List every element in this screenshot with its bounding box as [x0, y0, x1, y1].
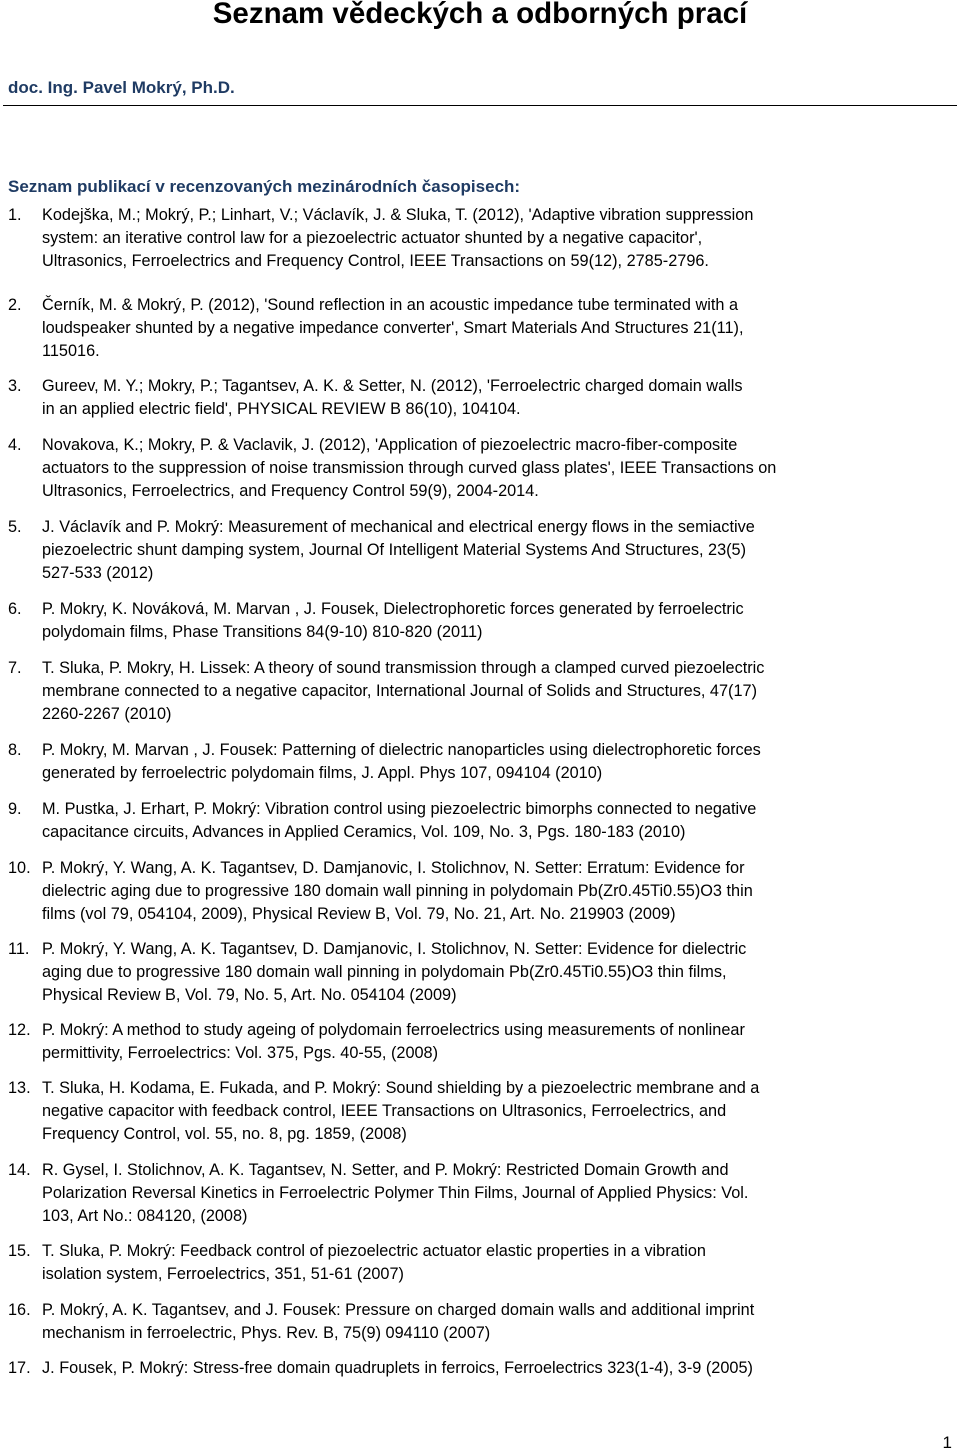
horizontal-divider [3, 105, 957, 106]
citation-line: Gureev, M. Y.; Mokry, P.; Tagantsev, A. K. & Setter, N. (2012), 'Ferroelectric charged domain walls [42, 377, 743, 395]
publication-citation [42, 938, 956, 1007]
citation-line: R. Gysel, I. Stolichnov, A. K. Tagantsev, N. Setter, and P. Mokrý: Restricted Domain Growth and [42, 1161, 729, 1179]
publication-citation [42, 598, 956, 644]
publication-number: 6. [8, 600, 22, 618]
citation-line: 2260-2267 (2010) [42, 705, 172, 723]
citation-line: aging due to progressive 180 domain wall pinning in polydomain Pb(Zr0.45Ti0.55)O3 thin films, [42, 963, 727, 981]
citation-line: permittivity, Ferroelectrics: Vol. 375, Pgs. 40-55, (2008) [42, 1044, 439, 1062]
publication-number: 3. [8, 377, 22, 395]
publication-number: 2. [8, 296, 22, 314]
citation-line: Physical Review B, Vol. 79, No. 5, Art. No. 054104 (2009) [42, 986, 457, 1004]
publication-citation [42, 375, 956, 421]
citation-line: system: an iterative control law for a piezoelectric actuator shunted by a negative capacitor', [42, 229, 703, 247]
citation-line: P. Mokry, K. Nováková, M. Marvan , J. Fousek, Dielectrophoretic forces generated by ferroelectric [42, 600, 744, 618]
citation-line: Ultrasonics, Ferroelectrics, and Frequency Control 59(9), 2004-2014. [42, 482, 539, 500]
publication-citation [42, 739, 956, 785]
publication-number: 13. [8, 1079, 31, 1097]
citation-line: films (vol 79, 054104, 2009), Physical Review B, Vol. 79, No. 21, Art. No. 219903 (2009) [42, 905, 676, 923]
citation-line: T. Sluka, P. Mokry, H. Lissek: A theory of sound transmission through a clamped curved piezoelectric [42, 659, 765, 677]
publication-number: 12. [8, 1021, 31, 1039]
citation-line: Frequency Control, vol. 55, no. 8, pg. 1859, (2008) [42, 1125, 407, 1143]
publication-citation [42, 1240, 956, 1286]
publication-citation [42, 516, 956, 585]
citation-line: dielectric aging due to progressive 180 domain wall pinning in polydomain Pb(Zr0.45Ti0.55)O3 thin [42, 882, 753, 900]
citation-line: T. Sluka, P. Mokrý: Feedback control of piezoelectric actuator elastic properties in a vibration [42, 1242, 706, 1260]
publication-citation [42, 798, 956, 844]
publication-citation [42, 294, 956, 363]
citation-line: capacitance circuits, Advances in Applied Ceramics, Vol. 109, No. 3, Pgs. 180-183 (2010) [42, 823, 686, 841]
publication-citation [42, 1299, 956, 1345]
citation-line: loudspeaker shunted by a negative impedance converter', Smart Materials And Structures 21(11), [42, 319, 744, 337]
citation-line: P. Mokrý, Y. Wang, A. K. Tagantsev, D. Damjanovic, I. Stolichnov, N. Setter: Erratum: Evidence for [42, 859, 745, 877]
publication-citation [42, 434, 956, 503]
publication-number: 16. [8, 1301, 31, 1319]
citation-line: P. Mokry, M. Marvan , J. Fousek: Patterning of dielectric nanoparticles using dielectrophoretic forces [42, 741, 761, 759]
author-name: doc. Ing. Pavel Mokrý, Ph.D. [8, 78, 235, 97]
publication-number: 1. [8, 206, 22, 224]
publication-number: 14. [8, 1161, 31, 1179]
citation-line: actuators to the suppression of noise transmission through curved glass plates', IEEE Transactions on [42, 459, 777, 477]
publication-citation [42, 1159, 956, 1228]
document-title: Seznam vědeckých a odborných prací [212, 0, 748, 30]
publication-number: 11. [8, 940, 30, 958]
publication-citation [42, 204, 956, 273]
publication-citation [42, 1019, 956, 1065]
citation-line: mechanism in ferroelectric, Phys. Rev. B, 75(9) 094110 (2007) [42, 1324, 491, 1342]
citation-line: 103, Art No.: 084120, (2008) [42, 1207, 248, 1225]
citation-line: T. Sluka, H. Kodama, E. Fukada, and P. Mokrý: Sound shielding by a piezoelectric membrane and a [42, 1079, 760, 1097]
publication-citation [42, 1077, 956, 1146]
citation-line: P. Mokrý, Y. Wang, A. K. Tagantsev, D. Damjanovic, I. Stolichnov, N. Setter: Evidence for dielectric [42, 940, 747, 958]
citation-line: membrane connected to a negative capacitor, International Journal of Solids and Structures, 47(17) [42, 682, 757, 700]
citation-line: J. Fousek, P. Mokrý: Stress-free domain quadruplets in ferroics, Ferroelectrics 323(1-4), 3-9 (2005) [42, 1359, 753, 1377]
page-number: 1 [942, 1433, 952, 1452]
citation-line: P. Mokrý, A. K. Tagantsev, and J. Fousek: Pressure on charged domain walls and additional imprint [42, 1301, 755, 1319]
publication-number: 17. [8, 1359, 31, 1377]
citation-line: Kodejška, M.; Mokrý, P.; Linhart, V.; Václavík, J. & Sluka, T. (2012), 'Adaptive vibration suppression [42, 206, 754, 224]
citation-line: generated by ferroelectric polydomain films, J. Appl. Phys 107, 094104 (2010) [42, 764, 603, 782]
citation-line: P. Mokrý: A method to study ageing of polydomain ferroelectrics using measurements of nonlinear [42, 1021, 745, 1039]
publication-citation [42, 657, 956, 726]
publication-number: 15. [8, 1242, 31, 1260]
citation-line: Ultrasonics, Ferroelectrics and Frequency Control, IEEE Transactions on 59(12), 2785-2796. [42, 252, 709, 270]
citation-line: in an applied electric field', PHYSICAL REVIEW B 86(10), 104104. [42, 400, 521, 418]
citation-line: M. Pustka, J. Erhart, P. Mokrý: Vibration control using piezoelectric bimorphs connected to negative [42, 800, 757, 818]
publication-number: 10. [8, 859, 31, 877]
section-heading: Seznam publikací v recenzovaných mezinárodních časopisech: [8, 177, 521, 196]
publication-number: 4. [8, 436, 22, 454]
citation-line: J. Václavík and P. Mokrý: Measurement of mechanical and electrical energy flows in the semiactive [42, 518, 755, 536]
publication-number: 7. [8, 659, 22, 677]
citation-line: negative capacitor with feedback control, IEEE Transactions on Ultrasonics, Ferroelectrics, and [42, 1102, 727, 1120]
publication-number: 8. [8, 741, 22, 759]
citation-line: isolation system, Ferroelectrics, 351, 51-61 (2007) [42, 1265, 404, 1283]
citation-line: 527-533 (2012) [42, 564, 154, 582]
citation-line: Novakova, K.; Mokry, P. & Vaclavik, J. (2012), 'Application of piezoelectric macro-fiber-composite [42, 436, 738, 454]
citation-line: Polarization Reversal Kinetics in Ferroelectric Polymer Thin Films, Journal of Applied Physics: Vol. [42, 1184, 749, 1202]
publication-number: 5. [8, 518, 22, 536]
publication-number: 9. [8, 800, 22, 818]
citation-line: Černík, M. & Mokrý, P. (2012), 'Sound reflection in an acoustic impedance tube terminated with a [42, 296, 739, 314]
citation-line: polydomain films, Phase Transitions 84(9-10) 810-820 (2011) [42, 623, 483, 641]
publication-citation [42, 1357, 956, 1380]
citation-line: piezoelectric shunt damping system, Journal Of Intelligent Material Systems And Structures, 23(5) [42, 541, 747, 559]
citation-line: 115016. [42, 342, 100, 360]
publication-citation [42, 857, 956, 926]
